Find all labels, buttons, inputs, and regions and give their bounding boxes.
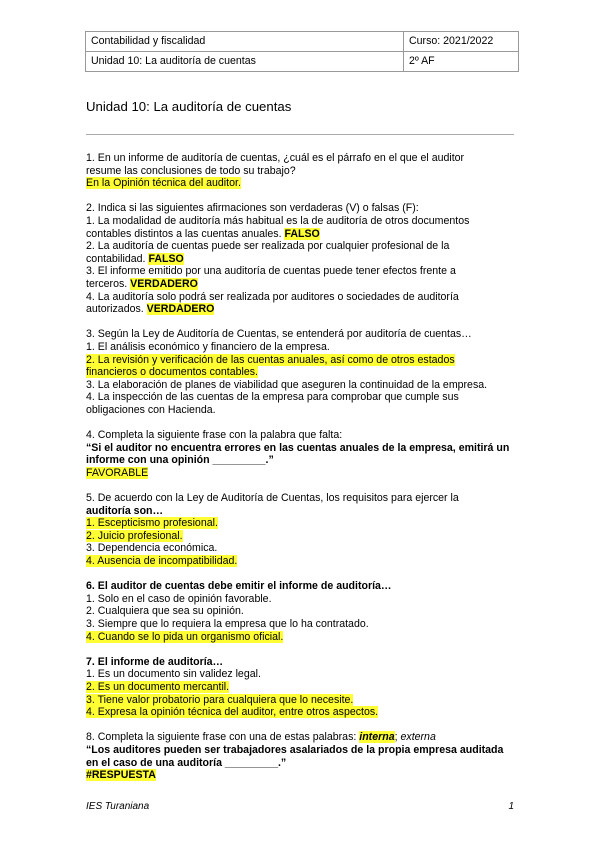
header-course: Curso: 2021/2022 (404, 32, 519, 52)
answer-highlight: 4. Expresa la opinión técnica del auditor, entre otros aspectos. (86, 706, 379, 719)
separator: ; (394, 731, 398, 744)
header-table (85, 31, 519, 72)
question-text: auditoría son… (86, 504, 164, 517)
question-5 (86, 492, 526, 568)
statement-text: 4. La auditoría solo podrá ser realizada por auditores o sociedades de auditoría (86, 290, 459, 303)
answer-highlight: 1. Escepticismo profesional. (86, 517, 218, 530)
statement-text: contables distintos a las cuentas anuales. (86, 227, 282, 240)
answer-highlight: FALSO (284, 227, 320, 240)
header-group: 2º AF (404, 52, 519, 72)
answer-highlight: 2. Juicio profesional. (86, 529, 183, 542)
statement-text: terceros. (86, 277, 128, 290)
option-text: 3. La elaboración de planes de viabilidad que aseguren la continuidad de la empresa. (86, 378, 488, 391)
option-text: 1. Es un documento sin validez legal. (86, 668, 261, 681)
question-4 (86, 429, 526, 479)
answer-highlight: 4. Ausencia de incompatibilidad. (86, 555, 238, 567)
statement-text: contabilidad. (86, 252, 146, 265)
exercise-list (86, 152, 526, 794)
statement-text: 2. La auditoría de cuentas puede ser realizada por cualquier profesional de la (86, 240, 450, 253)
option-text: 4. La inspección de las cuentas de la empresa para comprobar que cumple sus (86, 391, 459, 404)
answer-highlight: VERDADERO (146, 303, 215, 316)
header-unit: Unidad 10: La auditoría de cuentas (86, 52, 404, 72)
quote-text: “Los auditores pueden ser trabajadores asalariados de la propia empresa auditada (86, 743, 504, 756)
option-text: 3. Dependencia económica. (86, 542, 218, 555)
page-number: 1 (508, 801, 514, 812)
question-text: 4. Completa la siguiente frase con la palabra que falta: (86, 429, 343, 442)
question-text: 8. Completa la siguiente frase con una de estas palabras: (86, 731, 357, 744)
question-text: 7. El informe de auditoría… (86, 655, 224, 668)
option-text: 1. Solo en el caso de opinión favorable. (86, 592, 272, 605)
answer-highlight: financieros o documentos contables. (86, 366, 258, 379)
question-text: resume las conclusiones de todo su trabajo? (86, 164, 296, 177)
question-text: 6. El auditor de cuentas debe emitir el informe de auditoría… (86, 580, 392, 593)
answer-highlight: 3. Tiene valor probatorio para cualquiera que lo necesite. (86, 693, 354, 706)
answer-highlight: 2. Es un documento mercantil. (86, 680, 230, 693)
footer-school: IES Turaniana (86, 801, 150, 812)
answer-highlight: 4. Cuando se lo pida un organismo oficial. (86, 630, 284, 643)
header-subject: Contabilidad y fiscalidad (86, 32, 404, 52)
question-text: 1. En un informe de auditoría de cuentas, ¿cuál es el párrafo en el que el auditor (86, 152, 465, 164)
statement-text: 1. La modalidad de auditoría más habitual es la de auditoría de otros documentos (86, 214, 470, 227)
question-text: 5. De acuerdo con la Ley de Auditoría de Cuentas, los requisitos para ejercer la (86, 492, 459, 505)
quote-text: informe con una opinión _________.” (86, 454, 274, 467)
quote-text: en el caso de una auditoría _________.” (86, 756, 287, 769)
answer-highlight: En la Opinión técnica del auditor. (86, 177, 241, 190)
page-footer (86, 801, 514, 814)
question-text: 3. Según la Ley de Auditoría de Cuentas, se entenderá por auditoría de cuentas… (86, 328, 472, 341)
question-1 (86, 152, 526, 190)
option-text: obligaciones con Hacienda. (86, 403, 216, 416)
question-text: 2. Indica si las siguientes afirmaciones son verdaderas (V) o falsas (F): (86, 202, 419, 215)
question-6 (86, 580, 526, 643)
quote-text: “Si el auditor no encuentra errores en las cuentas anuales de la empresa, emitirá un (86, 441, 510, 454)
option-text: 1. El análisis económico y financiero de la empresa. (86, 340, 330, 353)
answer-highlight: FALSO (148, 252, 184, 265)
answer-highlight: VERDADERO (130, 277, 198, 290)
question-7 (86, 656, 526, 719)
question-3 (86, 328, 526, 416)
answer-highlight: FAVORABLE (86, 466, 149, 479)
page-title: Unidad 10: La auditoría de cuentas (86, 99, 292, 114)
question-2 (86, 202, 526, 315)
answer-highlight: 2. La revisión y verificación de las cuentas anuales, así como de otros estados (86, 353, 455, 366)
statement-text: autorizados. (86, 303, 144, 316)
option-text: 3. Siempre que lo requiera la empresa que lo ha contratado. (86, 617, 369, 630)
answer-highlight: interna (359, 731, 395, 744)
option-text: 2. Cualquiera que sea su opinión. (86, 605, 244, 618)
statement-text: 3. El informe emitido por una auditoría de cuentas puede tener efectos frente a (86, 265, 456, 278)
title-divider (86, 134, 514, 135)
answer-highlight: #RESPUESTA (86, 769, 156, 782)
option-word: externa (400, 731, 436, 744)
question-8 (86, 731, 526, 781)
